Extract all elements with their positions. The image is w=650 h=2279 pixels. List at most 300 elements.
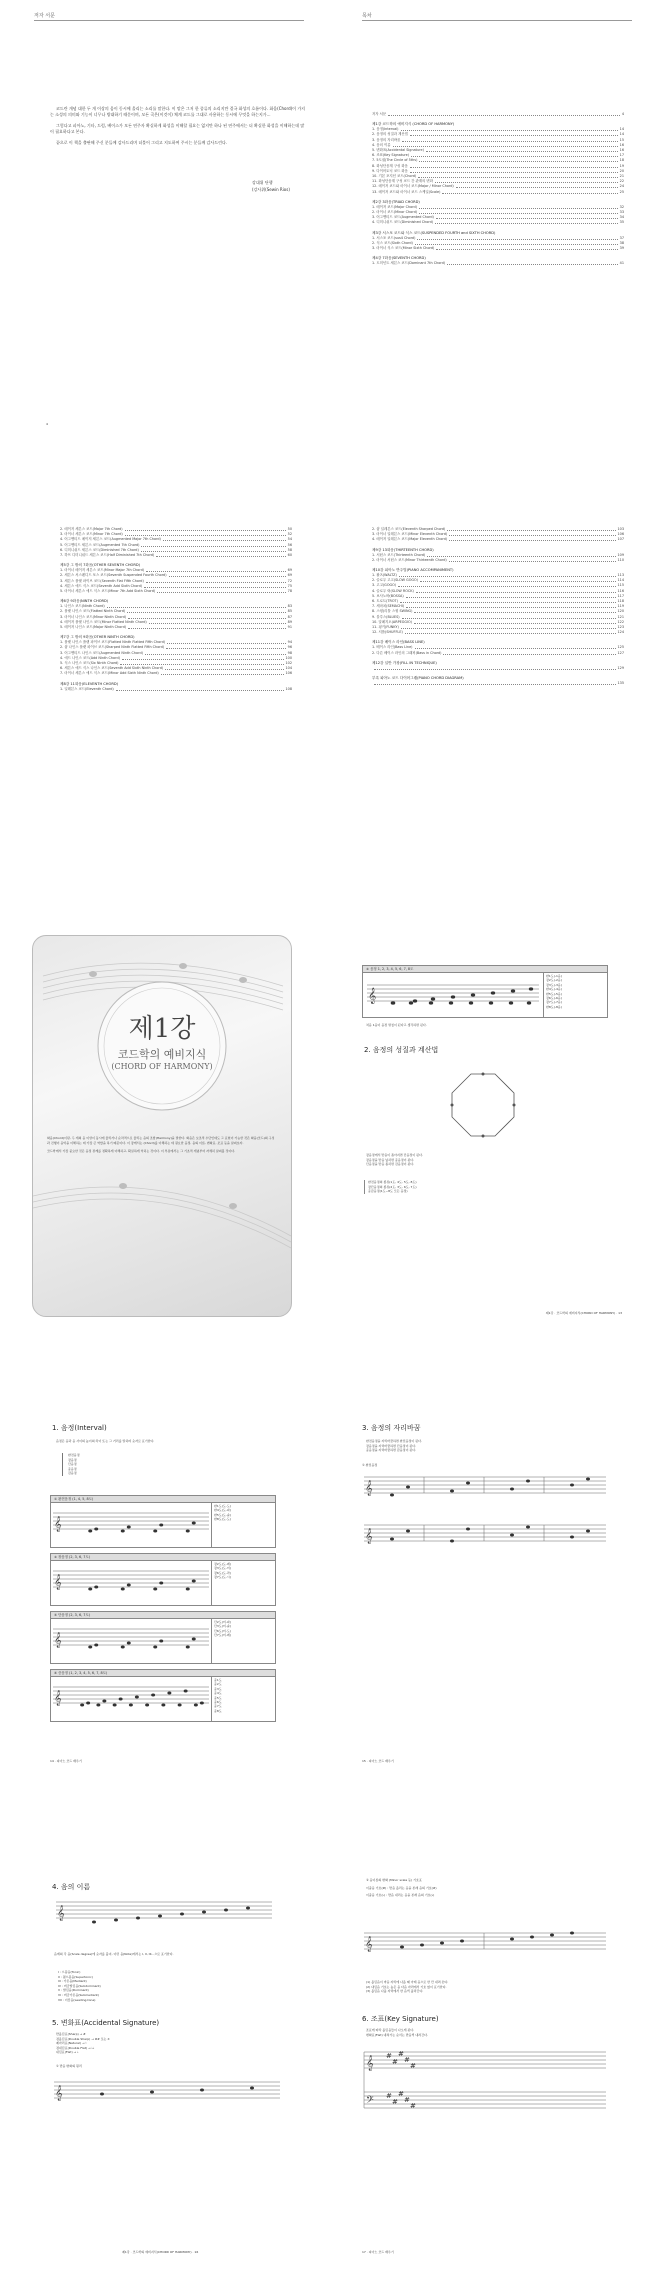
toc-label: 5. 메이저 나인스 코드(Major Ninth Chord) [60, 625, 127, 630]
toc-leader-dots [144, 587, 286, 588]
preface-paragraph: 끝으로 이 책을 출판해 주신 분들께 감사드리며 더불어 그리고 지도하여 주시는 분들께 감사드린다. [56, 140, 228, 145]
toc-page-number: 110 [617, 557, 624, 562]
section-heading: 1. 음정(Interval) [52, 1424, 107, 1432]
toc-page-number: 14 [619, 127, 624, 132]
explanation-text: 처음 1음이 음정 명칭이 된다고 생각하면 된다. [366, 1023, 427, 1027]
toc-leader-dots [405, 633, 616, 634]
toc-leader-dots [435, 223, 618, 224]
toc-leader-dots [401, 130, 618, 131]
toc-page-number: 122 [617, 619, 624, 624]
interval-box [50, 1495, 276, 1548]
text-line: 변화표(Flat) 내려가는 순서는 반음씩 내려간다. [366, 2032, 428, 2037]
toc-label: 4. 어그멘티드 메이저 세븐스 코드(Augmented Major 7th Chord) [60, 537, 161, 542]
staff-row [362, 973, 608, 1018]
box-header: ② 음정 1, 2, 3, 4, 5, 6, 7, 8도 [362, 965, 608, 973]
toc-label: 2. 샵 나인스 플랫 파이브 코드(Sharped Ninth Flatted Fifth Chord) [60, 645, 165, 650]
spread-5-right-page [326, 1792, 648, 2276]
toc-leader-dots [414, 612, 615, 613]
toc-leader-dots [406, 607, 615, 608]
toc-section-title[interactable]: 제12강 일반 가창(FILL IN TECHNIQUE) [372, 660, 437, 665]
toc-row[interactable] [372, 246, 624, 251]
svg-text:#: # [392, 2098, 398, 2106]
note-label: 장6도(-6음) [546, 996, 562, 1001]
toc-leader-dots [399, 576, 616, 577]
toc-leader-dots [415, 244, 618, 245]
summary-line: 증감음정(1도~8도 모든 음정) [368, 1189, 408, 1194]
toc-leader-dots [393, 146, 618, 147]
toc-row[interactable] [372, 558, 624, 563]
note-label-column [211, 1677, 275, 1721]
toc-page-number: 14 [619, 132, 624, 137]
toc-row[interactable] [60, 671, 292, 676]
accidental-item: 겹내림표(Double Flat) → ♭♭ [56, 2045, 95, 2050]
toc-row[interactable] [60, 589, 292, 594]
toc-leader-dots [161, 674, 284, 675]
toc-section-title[interactable]: 부록 피아노 코드 다이어그램(PIANO CHORD DIAGRAM) [372, 676, 464, 681]
music-staff [51, 1619, 211, 1663]
interval-box [50, 1553, 276, 1606]
toc-label: 2. 마이너 코드(Minor Chord) [372, 210, 418, 215]
toc-page-number: 18 [619, 158, 624, 163]
toc-page-number: 109 [617, 552, 624, 557]
toc-row[interactable] [60, 553, 292, 558]
note-label: 증4도 [214, 1691, 222, 1696]
toc-leader-dots [141, 546, 285, 547]
toc-leader-dots [427, 556, 615, 557]
rule-line: (1) 올림음이 마음 자리에 나올 때 아래 음으로 한 칸 내려 쓴다. [366, 1980, 449, 1984]
toc-leader-dots [120, 664, 283, 665]
toc-page-number: 69 [287, 573, 292, 578]
intro-paragraph: 화음(Chord)이란, 두 개의 음 이상이 동시에 울리거나 순차적으로 울리는 음의 조합(Harmony)을 말한다. 화음은 보조적 수단인데도 그 표현이 가능한 것은 화음(코드)의 구성과 진행이 음악을 이해하는 데 가장 큰 역할을 하기 때문이다. 이 장에서는 (Chord)를 이해하는 데 필요한 음정, 음의 이름, 변화표, 조표 등을 살펴보자. [47, 1136, 275, 1145]
rule-line: (3) 올림음 나올 자리에서 한 음씩 올라간다. [366, 1989, 424, 1994]
toc-section [372, 675, 624, 686]
inversion-rules [366, 1439, 606, 1453]
note-label: 장2도(도-레) [214, 1562, 231, 1566]
chapter-intro [47, 1136, 277, 1154]
toc-leader-dots [410, 167, 618, 168]
toc-label: 1. 음정(Interval) [372, 127, 399, 132]
toc-section-title[interactable]: 제7강 그 밖의 9화음(OTHER NINTH CHORD) [60, 635, 135, 640]
toc-label: 12. 셔플(SHUFFLE) [372, 630, 403, 635]
toc-page-number: 100 [285, 655, 292, 660]
toc-page-number: 123 [617, 625, 624, 630]
toc-section [372, 121, 624, 195]
section-paragraph: 음계의 각 음(Scale degree)에 숫자를 붙여, 이런 음(Note)에서는 I, II, III...으로 표기한다. [54, 1952, 174, 1956]
rule-line: (2) 내림음 기호는 높은 음 다음 자리에서 기호 없이 표기한다. [366, 1984, 447, 1989]
toc-label: 5. 보사노바(BOSSA) [372, 593, 404, 598]
toc-page-number: 87 [287, 614, 292, 619]
toc-section-title[interactable]: 제3강 서스포 코드와 식스 코드(SUSPENDED FOURTH and SIXTH CHORD) [372, 230, 496, 235]
staff-lines [51, 1503, 211, 1543]
toc-page-number: 20 [619, 168, 624, 173]
svg-text:𝄞: 𝄞 [366, 2056, 374, 2071]
svg-text:𝄞: 𝄞 [365, 1480, 373, 1496]
toc-leader-dots [122, 659, 284, 660]
spread-3-right-page [326, 895, 648, 1335]
note-label: 완8도(도-도) [214, 1517, 231, 1522]
staff-row [50, 1619, 276, 1664]
staff-lines [362, 1517, 608, 1557]
accidental-item: 반올림표(Sharp) → # [56, 2032, 86, 2036]
toc-page-number: 98 [287, 650, 292, 655]
toc-row[interactable] [372, 666, 624, 671]
interval-type: 감음정 [68, 1471, 77, 1476]
toc-page-number: 39 [619, 246, 624, 251]
spread-5-left-page [2, 1792, 324, 2276]
toc-label: 11. 펑키(FUNKY) [372, 625, 399, 630]
toc-label: 12. 메이저 코드와 마이너 코드(Major / Minor Chord) [372, 184, 454, 189]
toc-leader-dots [166, 648, 286, 649]
toc-label: 7. 하프 디미니쉬드 세븐스 코드(Half Diminished 7th Chord) [60, 553, 155, 558]
svg-text:𝄢: 𝄢 [366, 2094, 374, 2108]
toc-page-number: 89 [287, 619, 292, 624]
toc-leader-dots [449, 540, 615, 541]
staff-row [50, 1561, 276, 1606]
toc-row[interactable] [372, 681, 624, 686]
scale-degree-item: V : 딸림음(Dominant) [58, 1988, 89, 1993]
svg-text:#: # [398, 2090, 404, 2098]
toc-leader-dots [426, 151, 618, 152]
toc-leader-dots [125, 530, 286, 531]
toc-label: 1. 메이저 코드(Major Chord) [372, 204, 417, 209]
svg-text:#: # [392, 2058, 398, 2066]
preface-paragraph: 그렇다고 피아노, 기타, 드럼, 베이스가 모든 연주자 확실하게 화성을 이해할 필요는 없지만 하나 된 연주에서는 더 확실한 화성을 이해하는데 많이 필요하다고 본다. [50, 123, 305, 134]
toc-page-number: 94 [287, 640, 292, 645]
toc-label: 3. 세븐스 플랫 파이브 코드(Seventh Flat Fifth Chord) [60, 578, 144, 583]
toc-label: 4. 음의 이름 [372, 142, 391, 147]
toc-label: 8. 스윙(리틀 스윙 SWING) [372, 609, 413, 614]
toc-label: 10. 기본 포지션 코드(Chord) [372, 174, 417, 179]
toc-leader-dots [449, 535, 615, 536]
toc-page-number: 19 [619, 163, 624, 168]
toc-leader-dots [146, 582, 286, 583]
accidental-item: 제자리표(Natural) → ♮ [56, 2041, 87, 2046]
toc-leader-dots [411, 156, 618, 157]
toc-label: 7. 마이너 세븐스 애드 식스 코드(Minor Add Sixth Ninth Chord) [60, 671, 159, 676]
toc-section-title[interactable]: 제10강 피아노 반주법(PIANO ACCOMPANIMENT) [372, 568, 454, 573]
svg-text:𝄞: 𝄞 [54, 1633, 62, 1648]
toc-leader-dots [416, 592, 616, 593]
toc-label: 2. 마이너 서틴스 코드(Minor Thirteenth Chord) [372, 557, 447, 562]
interval-type: 완전음정 [68, 1453, 80, 1457]
toc-section [372, 255, 624, 266]
toc-leader-dots [157, 592, 285, 593]
note-label: 단6도(미-도) [214, 1628, 231, 1633]
toc-label: 1. 도미넌트 세븐스 코드(Dominant 7th Chord) [372, 261, 446, 266]
toc-row[interactable] [372, 630, 624, 635]
note-label: 증1도 [214, 1678, 222, 1682]
toc-leader-dots [442, 193, 617, 194]
toc-page-number: 38 [619, 240, 624, 245]
spread-2-left-page [2, 447, 324, 887]
toc-page-number: 15 [619, 137, 624, 142]
toc-page-number: 127 [617, 650, 624, 655]
toc-page-number: 108 [285, 686, 292, 691]
toc-continued-left [60, 527, 292, 692]
staff-row [50, 1503, 276, 1548]
page-footer: 제1강 · 코드학의 예비지식(CHORD OF HARMONY) · 16 [122, 2250, 199, 2254]
toc-page-number: 78 [287, 589, 292, 594]
toc-section [372, 199, 624, 226]
toc-label: 3. 마이너 일레븐스 코드(Minor Eleventh Chord) [372, 532, 448, 537]
text-line: 조표에 따라 올림음들이 나오게 된다. [366, 2028, 415, 2032]
text-line: 이중음 기호(#) : 반음 올리는 음을 본래 음의 기호(#) [366, 1885, 437, 1890]
toc-page-number: 22 [619, 179, 624, 184]
note-label-column [211, 1561, 275, 1605]
toc-row[interactable] [60, 687, 292, 692]
svg-text:#: # [398, 2050, 404, 2058]
toc-section-title[interactable]: 제5강 그 밖의 7화음(OTHER SEVENTH CHORD) [60, 563, 141, 568]
toc-leader-dots [414, 623, 616, 624]
toc-section-title[interactable]: 제8강 11화음(ELEVENTH CHORD) [60, 681, 118, 686]
toc-label: 7. 세마치(SEMACHI) [372, 604, 405, 609]
toc-leader-dots [165, 669, 283, 670]
page-footer: 15 · 피아노 코드 배우기 [362, 1759, 394, 1763]
svg-text:𝄞: 𝄞 [55, 2086, 63, 2101]
toc-label: 1. 왈츠(WALTZ) [372, 573, 397, 578]
toc-section-title[interactable]: 제1강 코드학의 예비지식 (CHORD OF HARMONY) [372, 122, 455, 127]
toc-leader-dots [436, 249, 617, 250]
note-label: 완4도(도-파) [214, 1508, 231, 1513]
note-label-column [211, 1503, 275, 1547]
staff-lines [51, 1677, 211, 1717]
toc-leader-dots [402, 618, 616, 619]
accidental-item: 겹올림표(Double Sharp) → ## 또는 X [56, 2036, 110, 2041]
toc-label: 1. 나인스 코드(Ninth Chord) [60, 604, 105, 609]
note-label: 단3도(미-솔) [214, 1624, 231, 1629]
toc-page-number: 102 [285, 661, 292, 666]
signature-line-2: (강사위(Sewin Rios) [252, 187, 290, 192]
toc-section [372, 660, 624, 671]
toc-page-number: 37 [619, 235, 624, 240]
chapter-number: 제1강 [128, 1014, 196, 1044]
toc-page-number: 69 [287, 568, 292, 573]
note-label: 완5도(-5음) [546, 991, 562, 996]
toc-label: 2. 식스 코드(Sixth Chord) [372, 240, 413, 245]
toc-section-title[interactable]: 제11강 베이스 라인(BASS LINE) [372, 640, 425, 645]
toc-label: 3. 어그멘티드 코드(Augmented Chord) [372, 215, 434, 220]
staff-lines [362, 1469, 608, 1509]
toc-page-number: 58 [287, 547, 292, 552]
toc-leader-dots [456, 187, 618, 188]
toc-label: 1. 서틴스 코드(Thirteenth Chord) [372, 552, 426, 557]
toc-section [60, 562, 292, 594]
box-header: ② 장음정 (2, 3, 6, 7도) [50, 1553, 276, 1561]
spread-4-left-page [2, 1343, 324, 1783]
note-label: 장7도(-7음) [546, 1000, 562, 1005]
toc-label: 2. 슬로우 고고(SLOW GOGO) [372, 578, 419, 583]
toc-label: 4. 애드 나인스 코드(Add Ninth Chord) [60, 655, 120, 660]
toc-label: 10. 알페지오(ARPEGGIO) [372, 619, 413, 624]
toc-leader-dots [374, 669, 616, 670]
toc-page-number: 16 [619, 142, 624, 147]
toc-page-number: 34 [619, 215, 624, 220]
interval-type: 장음정 [68, 1457, 77, 1462]
toc-leader-dots [449, 561, 616, 562]
summary-box [364, 1180, 518, 1194]
toc-leader-dots [436, 218, 618, 219]
toc-label: 5. 마이너 세븐스 애드 식스 코드(Minor 7th Add Sixth Chord) [60, 589, 156, 594]
toc-leader-dots [415, 648, 616, 649]
note-label: 증3도 [214, 1686, 222, 1691]
toc-page-number: 104 [285, 666, 292, 671]
toc-page-number: 17 [619, 153, 624, 158]
toc-leader-dots [167, 643, 286, 644]
toc-label: 1. 일레븐스 코드(Eleventh Chord) [60, 686, 114, 691]
note-label: 장2도(-2음) [546, 978, 562, 983]
toc-leader-dots [419, 161, 617, 162]
accidental-item: 내림표(Flat) → ♭ [56, 2050, 79, 2055]
toc-row[interactable]: 저자 서문 4 [372, 112, 624, 116]
section-heading: 5. 변화표(Accidental Signature) [52, 2019, 160, 2027]
section-heading: 6. 조표(Key Signature) [362, 2015, 439, 2023]
toc-label: 2. 세븐스 서스펜디드 포스 코드(Seventh Suspended Fourth Chord) [60, 573, 167, 578]
staff-lines [363, 973, 543, 1017]
toc-row[interactable] [372, 261, 624, 266]
toc-row[interactable] [372, 220, 624, 225]
toc-row[interactable] [372, 190, 624, 195]
toc-label: 2. 메이저 세븐스 코드(Major 7th Chord) [60, 527, 123, 531]
interval-type: 단음정 [68, 1462, 77, 1467]
intro-paragraph: 코드학에서 가장 중요한 것은 음정 관계를 정확하게 이해하고, 확실하게 익히는 것이다. 이 부분에서는 그 기초적 개념부터 자세히 살펴볼 것이다. [47, 1149, 236, 1154]
svg-text:𝄞: 𝄞 [57, 1906, 65, 1921]
music-staff [51, 1677, 211, 1721]
spread-1-right-page [326, 2, 648, 442]
toc-page-number: 135 [617, 681, 624, 686]
rule-line: 완전음정을 자리바꿈하면 완전음정이 된다. [366, 1439, 422, 1443]
toc-page-number: 117 [617, 593, 624, 598]
toc-label: 1. 플랫 나인스 플랫 파이브 코드(Flatted Ninth Flatted Fifth Chord) [60, 640, 166, 645]
toc-leader-dots [116, 690, 284, 691]
rule-line: 장음정을 자리바꿈하면 단음정이 된다. [366, 1443, 417, 1448]
toc-leader-dots [146, 571, 286, 572]
toc-label: 8. 화성단음계 구성 화음 [372, 163, 408, 168]
music-decoration-illustration [33, 936, 291, 1316]
staff-row [50, 1677, 276, 1722]
interval-boxes [50, 1495, 276, 1727]
scale-degree-staff [54, 1894, 274, 1944]
scale-degree-item: IV : 버금딸림음(Subdominant) [58, 1983, 101, 1988]
toc-label: 2. 샵 일레븐스 코드(Eleventh Sharped Chord) [372, 527, 446, 531]
svg-text:#: # [410, 2062, 416, 2070]
key-signature-staff [362, 2044, 608, 2124]
toc-label: 6. 세븐스 애드 식스 나인스 코드(Seventh Add Sixth Ninth Chord) [60, 666, 164, 671]
interval-type: 증음정 [68, 1466, 77, 1471]
toc-label: 4. 세븐스 애드 식스 코드(Seventh Add Sixth Chord) [60, 583, 143, 588]
svg-text:𝄞: 𝄞 [368, 988, 377, 1004]
toc-section [60, 681, 292, 692]
page-footer: 14 · 피아노 코드 배우기 [50, 1759, 82, 1763]
toc-label: 4. 메이저 플랫 나인스 코드(Minor Flatted Ninth Chord) [60, 619, 147, 624]
toc-continued-right [372, 527, 624, 686]
summary-line: 장단음정의 종류(2도, 3도, 6도, 7도) [368, 1184, 417, 1189]
toc-leader-dots [420, 581, 615, 582]
toc-leader-dots [398, 586, 615, 587]
toc-leader-dots [417, 239, 617, 240]
header-rule [362, 20, 632, 21]
toc-label: 2. 다른 베이스 라인의 그래픽(Bass in Chord) [372, 650, 442, 655]
toc-leader-dots [406, 597, 616, 598]
box-header: ① 완전음정 (1, 4, 5, 8도) [50, 1495, 276, 1503]
toc-row[interactable] [372, 537, 624, 542]
toc-leader-dots [418, 177, 617, 178]
key-signature-lines [366, 2028, 606, 2037]
summary-line: 완전음정의 종류(1도, 4도, 5도, 8도) [368, 1180, 417, 1184]
toc-page-number: 107 [617, 537, 624, 542]
octagon-diagram [448, 1070, 518, 1140]
key-example-staff [362, 1917, 608, 1971]
note-label: 증8도 [214, 1708, 222, 1713]
sub-box-label: ① 반음 변화의 원리 [56, 2064, 82, 2068]
toc-page-number: 116 [617, 588, 624, 593]
text-line: 이중음 기호(♭) : 반음 내리는 음을 본래 음의 기호(♭) [366, 1893, 435, 1898]
toc-section-title[interactable]: 제6강 9화음(NINTH CHORD) [60, 599, 109, 604]
rule-line: 증음정을 자리바꿈하면 감음정이 된다. [366, 1448, 417, 1453]
toc-section-title[interactable]: 제2강 3화음(TRIAD CHORD) [372, 199, 420, 204]
toc-row[interactable] [372, 651, 624, 656]
toc-page-number: 60 [287, 553, 292, 558]
toc-label: 7. 5도권(The Circle of 5ths) [372, 158, 418, 163]
note-label: 장3도(-3음) [546, 982, 562, 987]
signature-line-1: 강대위 단행 [252, 180, 273, 185]
toc-label: 3. 음정의 자리바꿈 [372, 137, 401, 142]
toc-leader-dots [419, 208, 618, 209]
spread-4-right-page [326, 1343, 648, 1783]
svg-text:𝄞: 𝄞 [365, 1528, 373, 1544]
spread-3-left-page [2, 895, 324, 1335]
toc-label: 11. 화성단음계 구성 코드 간 관계의 변화 [372, 179, 433, 184]
toc-label: 5. 식스 나인스 코드(Six Ninth Chord) [60, 661, 119, 666]
svg-text:𝄞: 𝄞 [54, 1517, 62, 1532]
toc-leader-dots [127, 612, 285, 613]
toc-label: 1. 서스포 코드(sus4 Chord) [372, 235, 416, 240]
scale-degree-item: II : 윗으뜸음(Supertonic) [58, 1974, 93, 1979]
toc-row[interactable] [60, 625, 292, 630]
page-number: 4 [46, 422, 48, 426]
toc-section [372, 230, 624, 252]
svg-text:#: # [410, 2102, 416, 2110]
interval-type-list [62, 1453, 80, 1476]
section2-lines [366, 1153, 606, 1167]
toc-leader-dots [447, 530, 615, 531]
svg-text:𝄞: 𝄞 [54, 1691, 62, 1706]
toc-section-title[interactable]: 제9강 13화음(THIRTEENTH CHORD) [372, 547, 434, 552]
toc-label: 4. 슬로우 락(SLOW ROCK) [372, 588, 414, 593]
spread-2-right-page [326, 447, 648, 887]
note-label: 증5도 [214, 1695, 222, 1700]
header-rule [34, 20, 304, 21]
box-label: ① 완전음정 [362, 1463, 378, 1467]
preface-paragraph: 코드란 개념 대한 두 개 이상의 음이 동시에 울리는 소리를 말한다. 이 말은 그저 한 종류의 소리지만 결국 화성의 흐름이다. 화음(Chord)이 가지는 소성의 의미와 기능이 너무나 방대하기 때문이며, 모든 곡은(이것이) 체계 코드를 그대로 사용하는 동시에 무엇을 하는지가... [50, 106, 306, 117]
box-header: ③ 단음정 (2, 3, 6, 7도) [50, 1611, 276, 1619]
toc-label: 5. 어그멘티드 세븐스 코드(Augmented 7th Chord) [60, 542, 140, 547]
toc-leader-dots [163, 540, 286, 541]
toc-page-number: 91 [287, 625, 292, 630]
note-label: 완1도(도-도) [214, 1504, 231, 1508]
toc-label: 2. 플랫 나인스 코드(Flatted Ninth Chord) [60, 609, 126, 614]
scale-degree-list [58, 1970, 101, 2002]
toc-page-number: 96 [287, 645, 292, 650]
toc-page-number: 103 [617, 527, 624, 531]
toc-page-number: 125 [617, 645, 624, 650]
toc-label: 1. 베이스 라인(Bass Line) [372, 645, 413, 650]
svg-text:𝄞: 𝄞 [365, 1937, 373, 1952]
inversion-example [362, 1463, 608, 1561]
toc-page-number: 83 [287, 604, 292, 609]
toc-page-number: 41 [619, 261, 624, 266]
music-staff [51, 1561, 211, 1605]
toc-section-title[interactable]: 제4강 7화음(SEVENTH CHORD) [372, 256, 426, 261]
